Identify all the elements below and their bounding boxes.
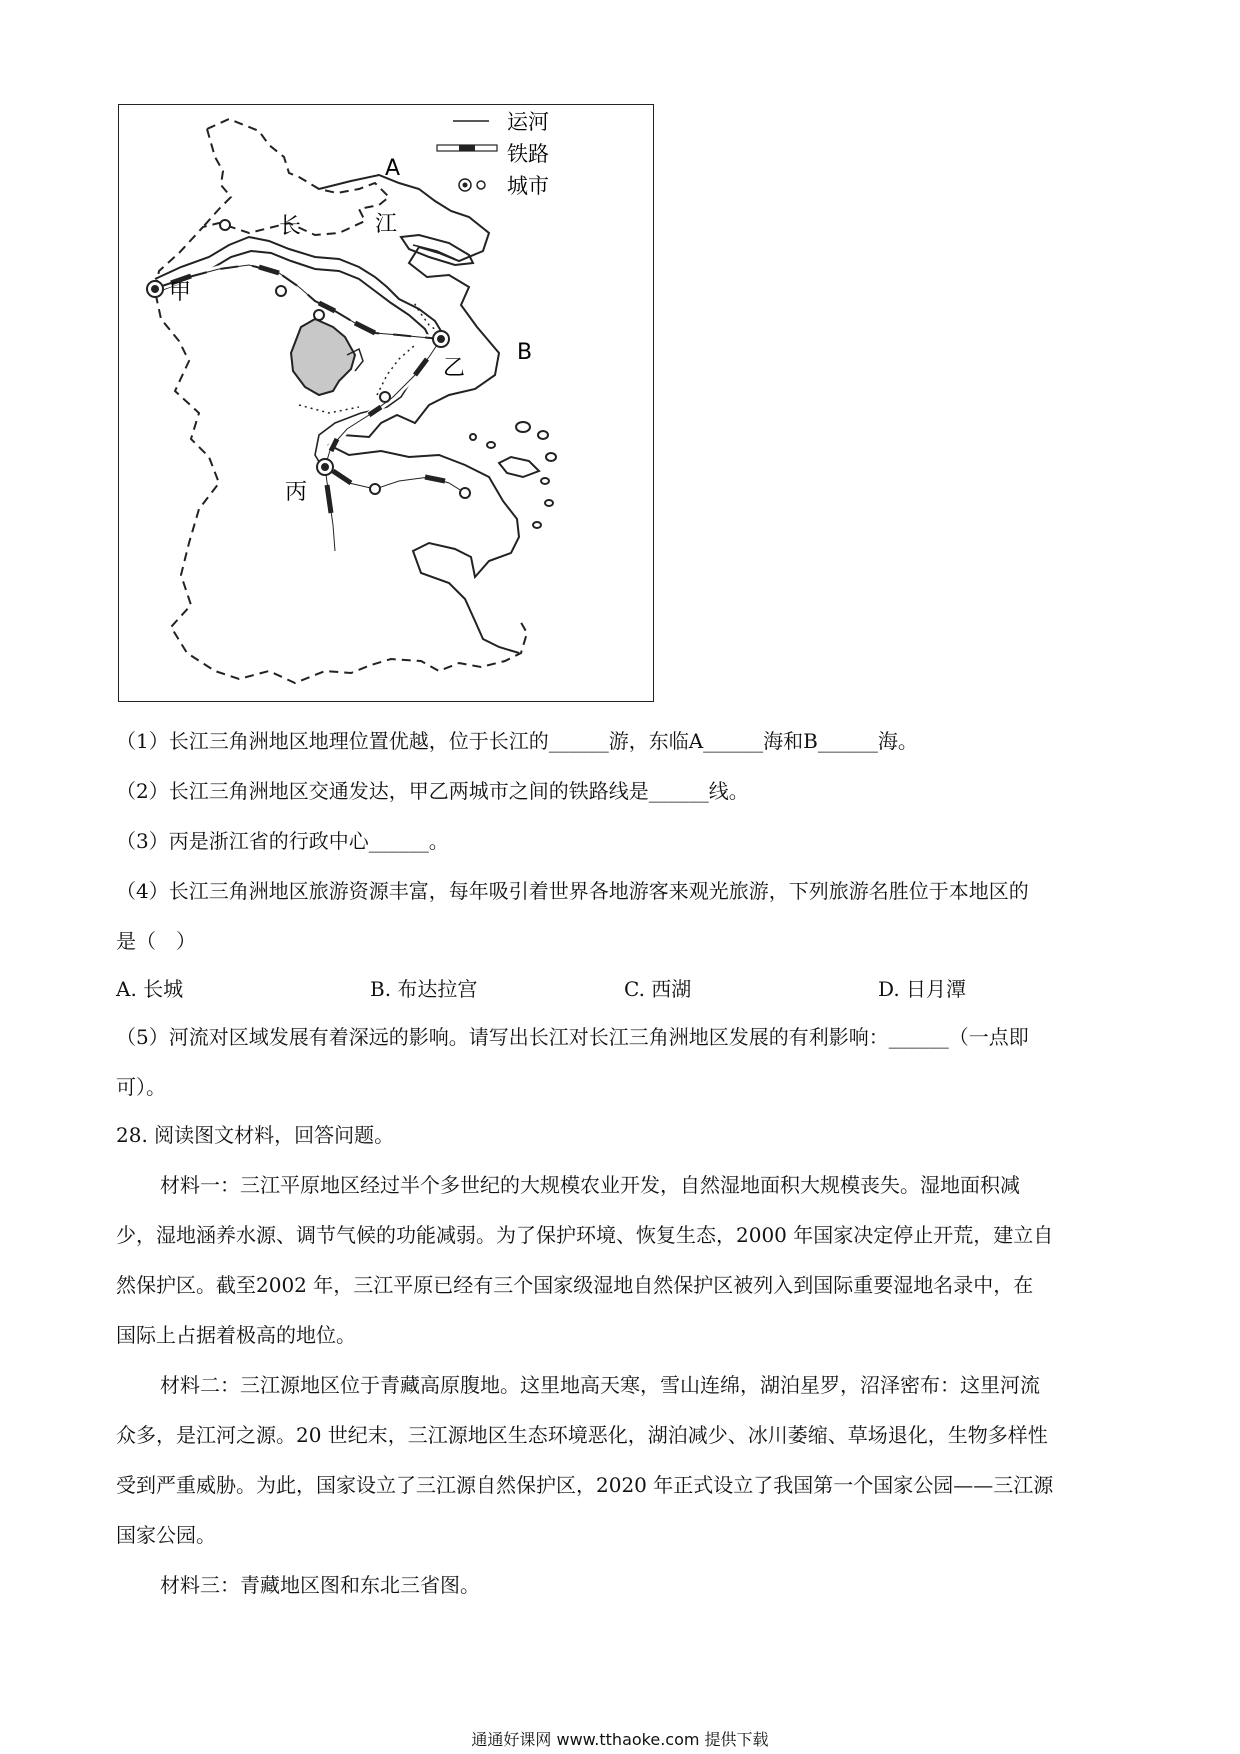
legend-railway: 铁路 [507, 142, 549, 166]
material-2-line: 众多，是江河之源。20 世纪末，三江源地区生态环境恶化，湖泊减少、冰川萎缩、草场退化，生物多样性 [116, 1423, 1048, 1447]
label-jiang: 江 [375, 212, 398, 237]
material-2-line: 材料二：三江源地区位于青藏高原腹地。这里地高天寒，雪山连绵，湖泊星罗，沼泽密布：这里河流 [160, 1373, 1040, 1397]
question-4-line-2: 是（ ） [116, 929, 196, 953]
material-2-line: 受到严重威胁。为此，国家设立了三江源自然保护区，2020 年正式设立了我国第一个国家公园——三江源 [116, 1473, 1054, 1497]
question-28-title: 28. 阅读图文材料，回答问题。 [116, 1123, 395, 1147]
label-chang: 长 [279, 214, 302, 239]
material-2-line: 国家公园。 [116, 1523, 216, 1547]
map-legend [437, 110, 549, 198]
material-1-line: 然保护区。截至2002 年，三江平原已经有三个国家级湿地自然保护区被列入到国际重要湿地名录中，在 [116, 1273, 1034, 1297]
footer-watermark: 通通好课网 www.tthaoke.com 提供下载 [471, 1730, 769, 1749]
legend-canal: 运河 [507, 110, 549, 134]
material-1-line: 少，湿地涵养水源、调节气候的功能减弱。为了保护环境、恢复生态，2000 年国家决定停止开荒，建立自 [116, 1223, 1054, 1247]
option-b: B. 布达拉宫 [370, 977, 478, 1001]
material-1-line: 材料一：三江平原地区经过半个多世纪的大规模农业开发，自然湿地面积大规模丧失。湿地面积减 [160, 1173, 1020, 1197]
lake [291, 319, 355, 395]
label-A: A [385, 156, 401, 181]
question-3: （3）丙是浙江省的行政中心______。 [116, 829, 449, 853]
label-bing: 丙 [285, 480, 308, 505]
yangtze-delta-map [119, 105, 655, 703]
material-3: 材料三：青藏地区图和东北三省图。 [160, 1573, 480, 1597]
province-boundary [155, 119, 527, 683]
option-a: A. 长城 [116, 977, 184, 1001]
legend-city: 城市 [507, 174, 549, 198]
map-figure [118, 104, 654, 702]
question-2: （2）长江三角洲地区交通发达，甲乙两城市之间的铁路线是______线。 [116, 779, 749, 803]
label-yi: 乙 [443, 356, 466, 381]
label-jia: 甲 [169, 280, 192, 305]
option-c: C. 西湖 [624, 977, 692, 1001]
material-1-line: 国际上占据着极高的地位。 [116, 1323, 356, 1347]
question-5-line-2: 可）。 [116, 1075, 166, 1099]
question-1: （1）长江三角洲地区地理位置优越，位于长江的______游，东临A______海和B______海。 [116, 729, 918, 753]
option-d: D. 日月潭 [878, 977, 967, 1001]
question-5-line-1: （5）河流对区域发展有着深远的影响。请写出长江对长江三角洲地区发展的有利影响：______（一点即 [116, 1025, 1029, 1049]
question-4-line-1: （4）长江三角洲地区旅游资源丰富，每年吸引着世界各地游客来观光旅游，下列旅游名胜位于本地区的 [116, 879, 1029, 903]
label-B: B [517, 340, 533, 365]
